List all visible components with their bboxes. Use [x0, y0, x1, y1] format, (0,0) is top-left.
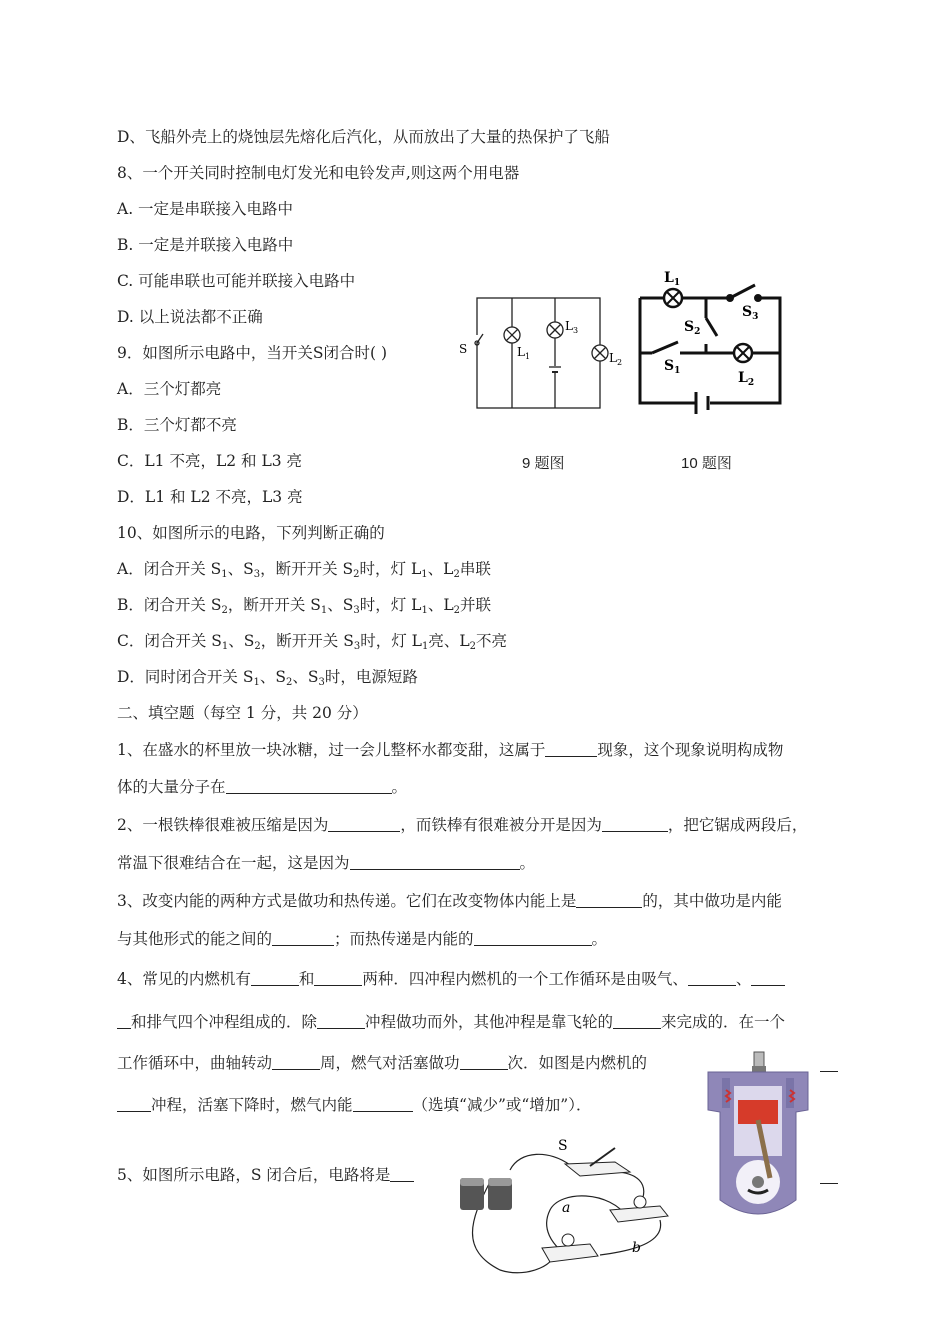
q10-stem: 10、如图所示的电路，下列判断正确的 — [117, 524, 385, 542]
q9-stem: 9．如图所示电路中，当开关S闭合时( ) — [117, 344, 388, 362]
fill-4-blank-5[interactable] — [317, 1012, 365, 1029]
q10-option-c: C．闭合开关 $S_1$、$S_2$，断开开关 $S_3$时，灯 $L_1$亮、$L_2$不亮 — [117, 632, 507, 652]
fill-3-blank-2[interactable] — [272, 929, 334, 946]
fig10-label-s3: $S_3$ — [742, 304, 759, 322]
fill-4-line-3: 工作循环中，曲轴转动 周，燃气对活塞做功 次．如图是内燃机的 — [117, 1054, 648, 1072]
fill-4-blank-7[interactable] — [272, 1053, 320, 1070]
fill-3-blank-1[interactable] — [576, 891, 642, 908]
fill-3-line-2: 与其他形式的能之间的 ；而热传递是内能的 。 — [117, 930, 608, 948]
section-2-title: 二、填空题（每空 1 分，共 20 分） — [117, 704, 368, 722]
figure-9-caption: 9 题图 — [522, 455, 565, 472]
fill-5-line-1: 5、如图所示电路，S 闭合后，电路将是 — [117, 1165, 414, 1185]
fig5-label-b: b — [632, 1240, 641, 1256]
fill-3-blank-3[interactable] — [474, 929, 592, 946]
figure-5-circuit — [450, 1130, 690, 1280]
fill-2-line-2: 常温下很难结合在一起，这是因为 。 — [117, 854, 536, 872]
q8-option-c: C. 可能串联也可能并联接入电路中 — [117, 272, 356, 290]
figure-10-caption: 10 题图 — [681, 455, 732, 472]
fig9-label-l3: $L_3$ — [565, 319, 579, 335]
fill-2-blank-1[interactable] — [328, 815, 400, 832]
fig10-label-l1: $L_1$ — [664, 270, 681, 288]
fig5-label-s: S — [558, 1138, 568, 1154]
fill-4-blank-1[interactable] — [251, 969, 299, 986]
fill-4-line-1: 4、常见的内燃机有 和 两种．四冲程内燃机的一个工作循环是由吸气、 、 — [117, 969, 785, 989]
fill-4-blank-2[interactable] — [314, 969, 362, 986]
fig9-label-l2: $L_2$ — [609, 351, 623, 367]
q9-option-a: A．三个灯都亮 — [117, 380, 222, 398]
fig5-label-a: a — [562, 1200, 571, 1216]
fill-4-blank-9a[interactable] — [820, 1055, 838, 1072]
fill-4-blank-6[interactable] — [613, 1012, 661, 1029]
fig9-label-l1: $L_1$ — [517, 345, 531, 361]
q9-option-b: B．三个灯都不亮 — [117, 416, 237, 434]
fill-4-blank-4b[interactable] — [117, 1012, 131, 1029]
q8-option-a: A. 一定是串联接入电路中 — [117, 200, 294, 218]
q9-option-d: D．L1 和 L2 不亮，L3 亮 — [117, 488, 303, 506]
fill-4-blank-4a[interactable] — [751, 969, 785, 986]
fig10-label-s2: $S_2$ — [684, 319, 701, 337]
fill-1-line-2: 体的大量分子在 。 — [117, 778, 408, 796]
fig10-label-l2: $L_2$ — [738, 370, 755, 388]
figure-9-circuit — [455, 290, 625, 415]
fill-2-line-1: 2、一根铁棒很难被压缩是因为 ，而铁棒有很难被分开是因为 ，把它锯成两段后， — [117, 816, 808, 834]
figure-10-circuit — [630, 268, 790, 418]
q8-stem: 8、一个开关同时控制电灯发光和电铃发声,则这两个用电器 — [117, 164, 520, 182]
q10-option-a: A．闭合开关 $S_1$、$S_3$，断开开关 $S_2$时，灯 $L_1$、$L_2$串联 — [117, 560, 491, 580]
q7-option-d: D、飞船外壳上的烧蚀层先熔化后汽化，从而放出了大量的热保护了飞船 — [117, 128, 610, 146]
q9-option-c: C．L1 不亮，L2 和 L3 亮 — [117, 452, 303, 470]
fill-4-blank-8[interactable] — [460, 1053, 508, 1070]
fill-4-line-2: 和排气四个冲程组成的．除 冲程做功而外，其他冲程是靠飞轮的 来完成的．在一个 — [117, 1012, 785, 1032]
q10-option-d: D．同时闭合开关 $S_1$、$S_2$、$S_3$时，电源短路 — [117, 668, 418, 688]
q8-option-b: B. 一定是并联接入电路中 — [117, 236, 294, 254]
fill-1-line-1: 1、在盛水的杯里放一块冰糖，过一会儿整杯水都变甜，这属于 现象，这个现象说明构成物 — [117, 741, 784, 759]
engine-cylinder-figure — [700, 1050, 815, 1225]
fig10-label-s1: $S_1$ — [664, 358, 681, 376]
fill-2-blank-2[interactable] — [602, 815, 668, 832]
q10-option-b: B．闭合开关 $S_2$，断开开关 $S_1$、$S_3$时，灯 $L_1$、$L_2$并联 — [117, 596, 492, 616]
fill-4-blank-9b[interactable] — [117, 1095, 151, 1112]
fill-1-blank-2[interactable] — [226, 777, 392, 794]
fill-4-line-4: 冲程，活塞下降时，燃气内能 （选填“减少”或“增加”）． — [117, 1095, 591, 1115]
fill-3-line-1: 3、改变内能的两种方式是做功和热传递。它们在改变物体内能上是 的，其中做功是内能 — [117, 892, 782, 910]
fill-4-blank-3[interactable] — [688, 969, 736, 986]
fill-1-blank-1[interactable] — [545, 740, 597, 757]
fig9-label-s: S — [459, 342, 468, 356]
q8-option-d: D. 以上说法都不正确 — [117, 308, 263, 326]
fill-2-blank-3[interactable] — [350, 853, 520, 870]
fill-4-blank-10[interactable] — [353, 1095, 413, 1112]
fill-5-blank-1b[interactable] — [820, 1167, 838, 1184]
fill-5-blank-1[interactable] — [390, 1165, 414, 1182]
